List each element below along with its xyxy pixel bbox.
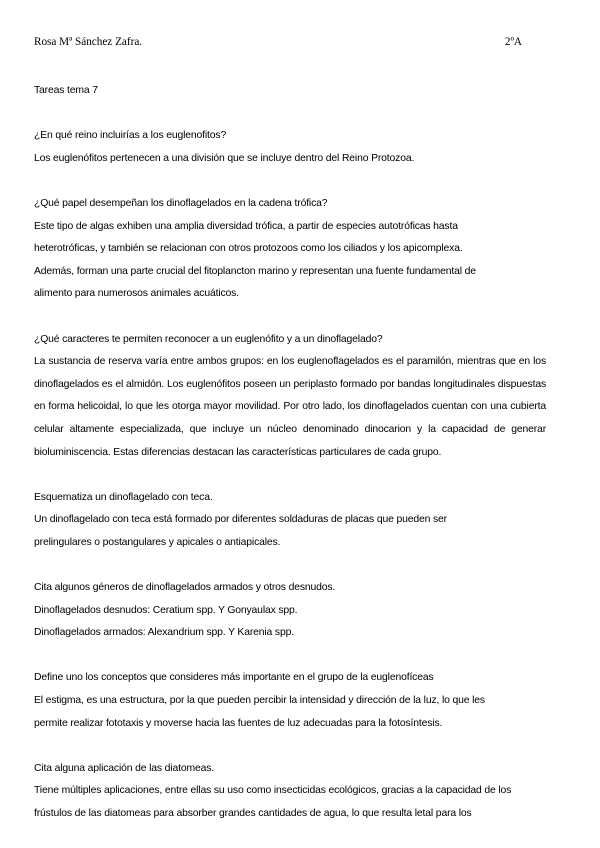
qa-section bbox=[34, 667, 546, 735]
answer: Los euglenófitos pertenecen a una división que se incluye dentro del Reino Protozoa. bbox=[34, 152, 415, 164]
qa-section bbox=[34, 487, 546, 555]
author-name: Rosa Mª Sánchez Zafra. bbox=[34, 36, 143, 48]
answer-line: Un dinoflagelado con teca está formado por diferentes soldaduras de placas que pueden ser bbox=[34, 514, 447, 526]
qa-section bbox=[34, 758, 546, 826]
qa-section bbox=[34, 577, 546, 645]
question: ¿Qué papel desempeñan los dinoflagelados en la cadena trófica? bbox=[34, 197, 328, 209]
question: Define uno los conceptos que consideres más importante en el grupo de la euglenofíceas bbox=[34, 672, 434, 684]
question: Esquematiza un dinoflagelado con teca. bbox=[34, 491, 213, 503]
answer-line: El estigma, es una estructura, por la que pueden percibir la intensidad y dirección de la luz, lo que les bbox=[34, 695, 485, 707]
answer-line: heterotróficas, y también se relacionan con otros protozoos como los ciliados y los apicomplexa. bbox=[34, 243, 463, 255]
question: Cita alguna aplicación de las diatomeas. bbox=[34, 762, 214, 774]
question: ¿En qué reino incluirías a los euglenofitos? bbox=[34, 130, 227, 142]
qa-section bbox=[34, 125, 546, 170]
qa-section bbox=[34, 193, 546, 306]
answer-line: permite realizar fototaxis y moverse hacia las fuentes de luz adecuadas para la fotosíntesis. bbox=[34, 717, 443, 729]
answer: La sustancia de reserva varía entre ambos grupos: en los euglenoflagelados es el paramilón, mientras que en los dinoflagelados es el almidón. Los euglenófitos poseen un periplasto formado por bandas longitudinales dispuestas en forma helicoidal, lo que les otorga mayor movilidad. Por otro lado, los dinoflagelados cuentan con una cubierta celular altamente especializada, que incluye un núcleo denominado dinocarion y la capacidad de generar bioluminiscencia. Estas diferencias destacan las características particulares de cada grupo. bbox=[34, 356, 546, 458]
answer-line: Además, forman una parte crucial del fitoplancton marino y representan una fuente fundamental de bbox=[34, 265, 476, 277]
qa-section bbox=[34, 329, 546, 465]
course-label: 2ºA bbox=[504, 36, 522, 48]
document-body bbox=[34, 80, 546, 848]
answer-line: Dinoflagelados desnudos: Ceratium spp. Y Gonyaulax spp. bbox=[34, 604, 298, 616]
question: Cita algunos géneros de dinoflagelados armados y otros desnudos. bbox=[34, 582, 336, 594]
answer-line: alimento para numerosos animales acuáticos. bbox=[34, 288, 239, 300]
answer-line: Este tipo de algas exhiben una amplia diversidad trófica, a partir de especies autotróficas hasta bbox=[34, 220, 458, 232]
answer-line: frústulos de las diatomeas para absorber grandes cantidades de agua, lo que resulta letal para los bbox=[34, 808, 472, 819]
document-title: Tareas tema 7 bbox=[34, 85, 98, 96]
answer-line: Dinoflagelados armados: Alexandrium spp. Y Karenia spp. bbox=[34, 627, 294, 639]
answer-line: Tiene múltiples aplicaciones, entre ellas su uso como insecticidas ecológicos, gracias a la capacidad de los bbox=[34, 785, 512, 797]
question: ¿Qué caracteres te permiten reconocer a un euglenófito y a un dinoflagelado? bbox=[34, 333, 383, 345]
answer-line: prelingulares o postangulares y apicales o antiapicales. bbox=[34, 536, 281, 548]
